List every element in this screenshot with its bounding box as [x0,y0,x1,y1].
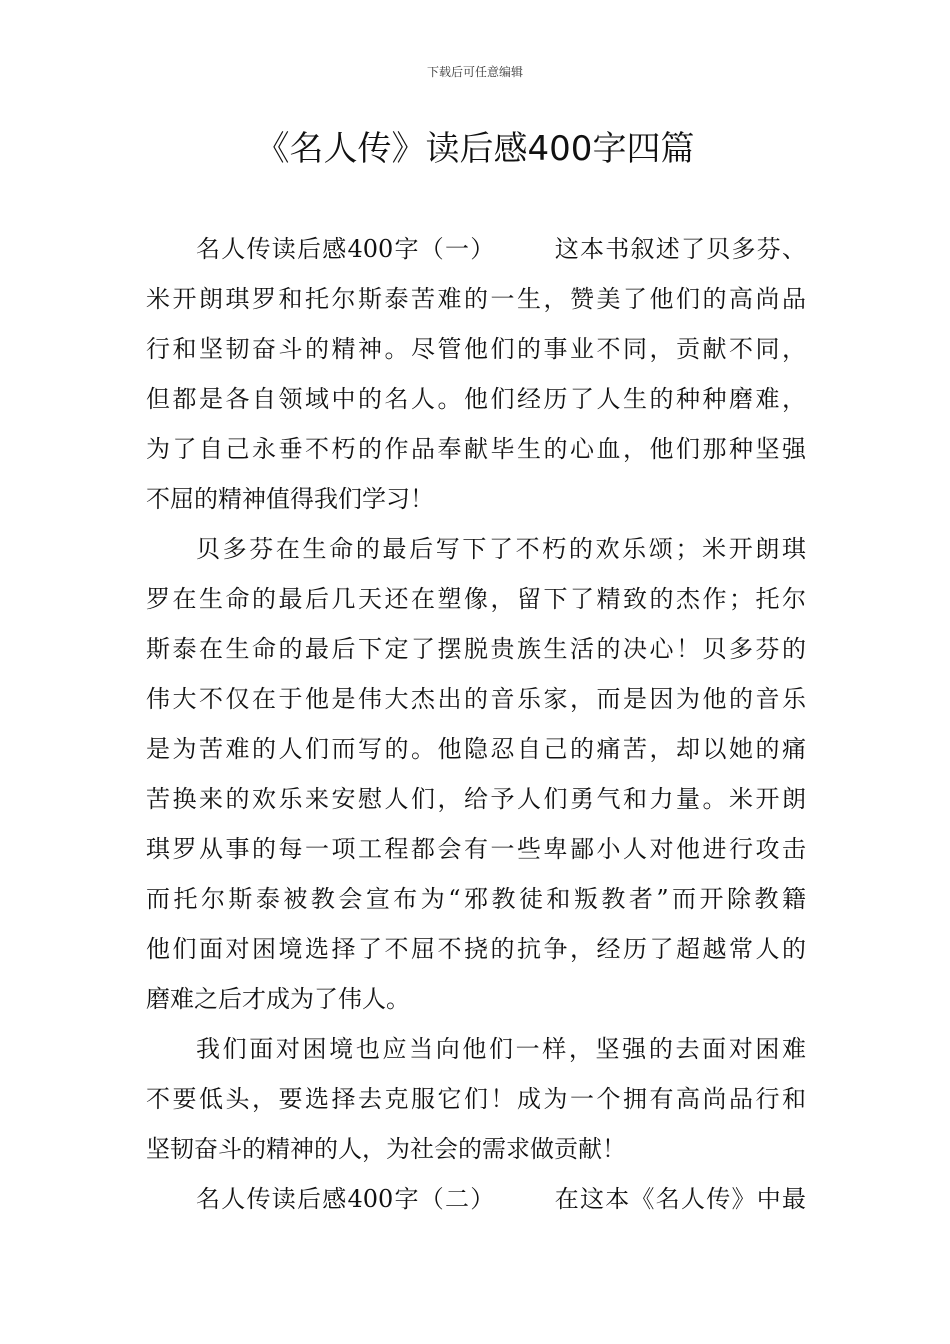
text-line: 不屈的精神值得我们学习！ [146,485,434,513]
text-line: 琪罗从事的每一项工程都会有一些卑鄙小人对他进行攻击 [146,835,806,863]
section2-first-line [146,1174,806,1224]
text-line: 为了自己永垂不朽的作品奉献毕生的心血，他们那种坚强 [146,435,806,463]
text-line: 但都是各自领域中的名人。他们经历了人生的种种磨难， [146,385,806,413]
section1-first-line [146,224,806,274]
text-line: 伟大不仅在于他是伟大杰出的音乐家，而是因为他的音乐 [146,685,806,713]
text-line: 他们面对困境选择了不屈不挠的抗争，经历了超越常人的 [146,935,806,963]
section2-heading: 名人传读后感400字（二） [196,1185,496,1213]
text-line: 苦换来的欢乐来安慰人们，给予人们勇气和力量。米开朗 [146,785,806,813]
text-line: 不要低头，要选择去克服它们！成为一个拥有高尚品行和 [146,1085,806,1113]
text-line: 罗在生命的最后几天还在塑像，留下了精致的杰作；托尔 [146,585,806,613]
text-line: 行和坚韧奋斗的精神。尽管他们的事业不同，贡献不同， [146,335,806,363]
section1-heading: 名人传读后感400字（一） [196,235,496,263]
text-line: 斯泰在生命的最后下定了摆脱贵族生活的决心！贝多芬的 [146,635,806,663]
page-header-note: 下载后可任意编辑 [426,65,523,79]
text-line: 而托尔斯泰被教会宣布为“邪教徒和叛教者”而开除教籍 [146,885,806,913]
text-line: 坚韧奋斗的精神的人，为社会的需求做贡献！ [146,1135,626,1163]
text-line: 是为苦难的人们而写的。他隐忍自己的痛苦，却以她的痛 [146,735,806,763]
text-line: 在这本《名人传》中最 [553,1185,807,1213]
text-line: 磨难之后才成为了伟人。 [146,985,410,1013]
text-line: 贝多芬在生命的最后写下了不朽的欢乐颂；米开朗琪 [196,535,806,563]
text-line: 米开朗琪罗和托尔斯泰苦难的一生，赞美了他们的高尚品 [146,285,806,313]
document-body [146,224,806,1224]
text-line: 我们面对困境也应当向他们一样，坚强的去面对困难 [196,1035,806,1063]
text-line: 这本书叙述了贝多芬、 [553,235,807,263]
document-title: 《名人传》读后感400字四篇 [255,129,695,169]
